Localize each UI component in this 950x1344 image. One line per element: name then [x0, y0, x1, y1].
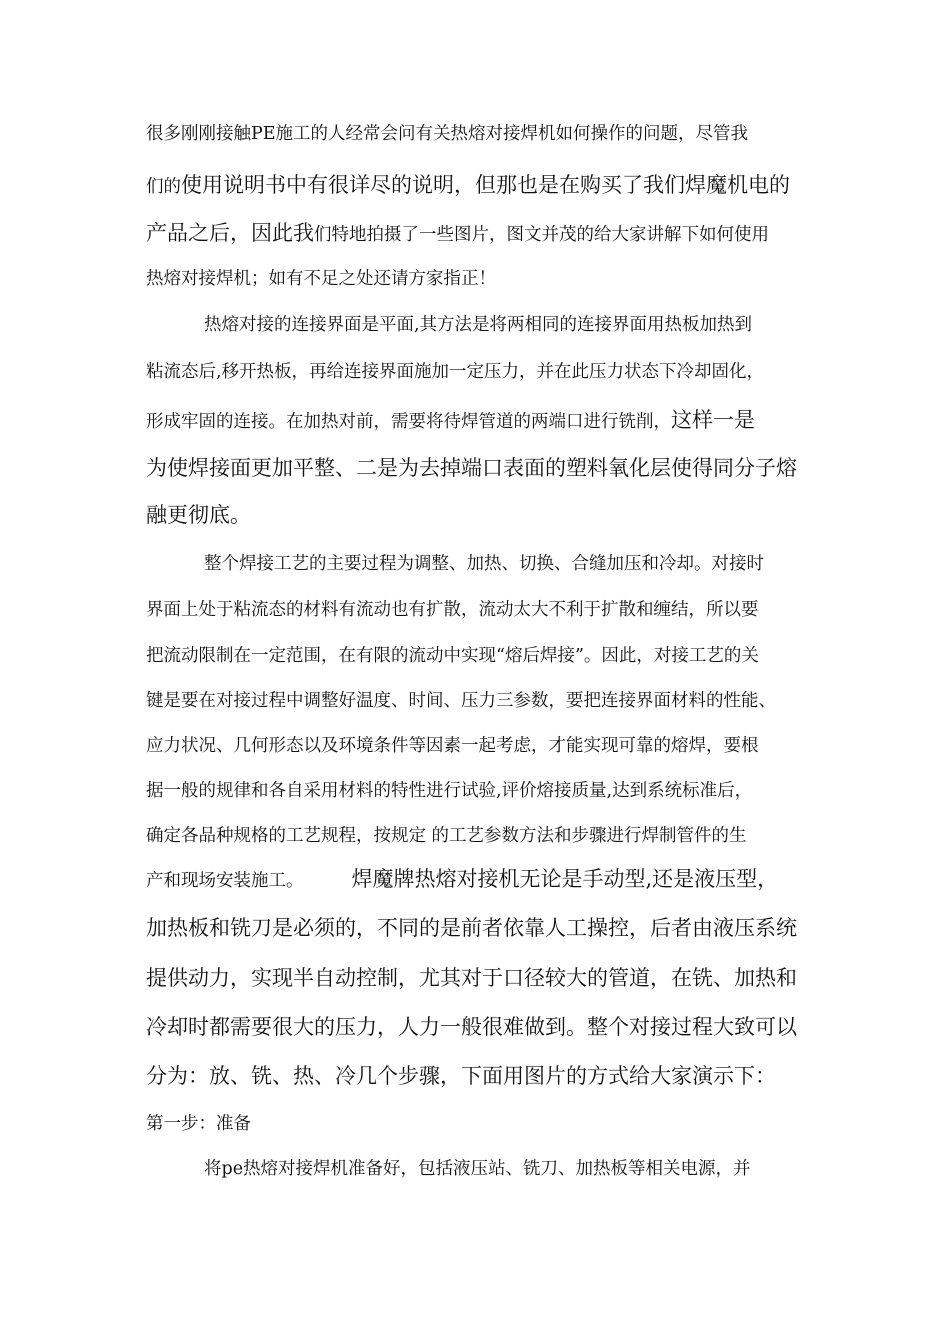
- text-run: 使用说明书中有很详尽的说明，但那也是在购买了我们焊魔机电的: [181, 173, 790, 197]
- text-line: [146, 223, 769, 245]
- text-line: [146, 1066, 776, 1087]
- text-line: [146, 738, 759, 756]
- text-run: 们的: [146, 177, 181, 197]
- text-run: 这样一是: [671, 408, 755, 432]
- text-line: [146, 602, 759, 620]
- text-line: [146, 693, 776, 711]
- text-run: 应力状况、几何形态以及环境条件等因素一起考虑，才能实现可靠的熔焊，要根: [146, 736, 759, 756]
- text-line: [146, 505, 251, 526]
- text-line: [146, 648, 759, 666]
- text-line: [146, 968, 797, 989]
- text-run: 第一步：准备: [146, 1114, 251, 1134]
- section-heading: [146, 1116, 251, 1134]
- text-line: [146, 458, 797, 479]
- text-run: 分为：放、铣、热、冷几个步骤，下面用图片的方式给大家演示下：: [146, 1064, 776, 1088]
- text-line: [146, 364, 764, 382]
- text-line: [146, 410, 755, 432]
- text-run: 为使焊接面更加平整、二是为去掉端口表面的塑料氧化层使得同分子熔: [146, 456, 797, 480]
- text-run: 融更彻底。: [146, 503, 251, 527]
- text-line: [204, 1161, 751, 1179]
- text-run: 粘流态后,移开热板，再给连接界面施加一定压力，并在此压力状态下冷却固化，: [146, 362, 765, 382]
- text-run: 很多刚刚接触PE施工的人经常会问有关热熔对接焊机如何操作的问题，尽管我: [146, 124, 749, 144]
- text-run: 热熔对接焊机；如有不足之处还请方家指正！: [146, 269, 496, 289]
- text-run: 产品之后，因此我: [146, 221, 314, 245]
- text-line: [146, 271, 496, 289]
- text-run: 们特地拍摄了一些图片，图文并茂的给大家讲解下如何使用: [314, 225, 769, 245]
- text-line: [146, 126, 748, 144]
- text-run: 界面上处于粘流态的材料有流动也有扩散，流动太大不利于扩散和缠结，所以要: [146, 600, 759, 620]
- text-run: 将pe热熔对接焊机准备好，包括液压站、铣刀、加热板等相关电源，并: [204, 1159, 751, 1179]
- text-run: 热熔对接的连接界面是平面,其方法是将两相同的连接界面用热板加热到: [204, 315, 753, 335]
- text-line: [146, 175, 790, 197]
- text-run: 把流动限制在一定范围，在有限的流动中实现“熔后焊接”。因此，对接工艺的关: [146, 646, 759, 666]
- text-run: 确定各品种规格的工艺规程，按规定 的工艺参数方法和步骤进行焊制管件的生: [146, 826, 747, 846]
- text-line: [204, 317, 752, 335]
- text-line: [204, 556, 764, 574]
- text-run: 键是要在对接过程中调整好温度、时间、压力三参数，要把连接界面材料的性能、: [146, 691, 776, 711]
- text-line: [146, 918, 797, 939]
- text-line: [146, 869, 778, 891]
- text-line: [146, 1017, 797, 1038]
- text-run: 提供动力，实现半自动控制，尤其对于口径较大的管道，在铣、加热和: [146, 966, 797, 990]
- text-run: 整个焊接工艺的主要过程为调整、加热、切换、合缝加压和冷却。对接时: [204, 554, 764, 574]
- text-run: 据一般的规律和各自采用材料的特性进行试验,评价熔接质量,达到系统标准后，: [146, 781, 753, 801]
- text-run: 形成牢固的连接。在加热对前，需要将待焊管道的两端口进行铣削，: [146, 412, 671, 432]
- text-run: 产和现场安装施工。: [146, 871, 304, 891]
- text-run: 焊魔牌热熔对接机无论是手动型,还是液压型，: [351, 867, 779, 891]
- text-line: [146, 828, 747, 846]
- text-line: [146, 783, 752, 801]
- text-run: 冷却时都需要很大的压力，人力一般很难做到。整个对接过程大致可以: [146, 1015, 797, 1039]
- text-run: 加热板和铣刀是必须的，不同的是前者依靠人工操控，后者由液压系统: [146, 916, 797, 940]
